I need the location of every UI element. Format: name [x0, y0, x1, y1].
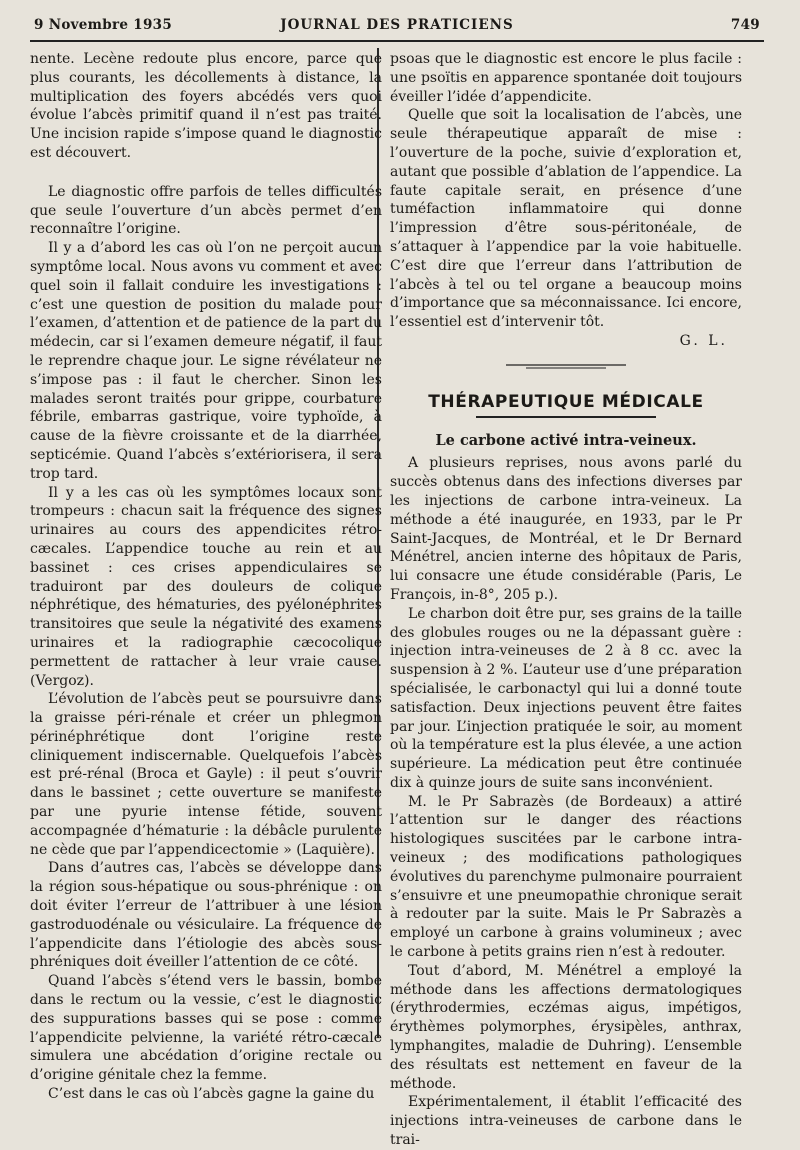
paragraph: M. le Pr Sabrazès (de Bordeaux) a attiré l’attention sur le danger des réactions histologiques suscitées par le carbone intra-veineux ; des modifications pathologiques évolutives du parenchyme pulmonaire pourraient s’ensuivre et une pneumopathie chronique serait à redouter par la suite. Mais le Pr Sabrazès a employé un carbone à grains volumineux ; avec le carbone à petits grains rien n’est à redouter.: [390, 793, 742, 961]
author-initials: G. L.: [679, 332, 728, 349]
paragraph: nente. Lecène redoute plus encore, parce que plus courants, les décollements à distance, la multiplication des foyers abcédés vers quoi évolue l’abcès primitif quand il n’est pas traité. Une incision rapide s’impose quand le diagnostic est découvert.: [30, 51, 382, 161]
right-column: [390, 50, 742, 1150]
paragraph: Il y a d’abord les cas où l’on ne perçoit aucun symptôme local. Nous avons vu comment et avec quel soin il fallait conduire les investigations : c’est une question de position du malade pour l’examen, d’attention et de patience de la part du médecin, car si l’examen demeure négatif, il faut le reprendre chaque jour. Le signe révélateur ne s’impose pas : il faut le chercher. Sinon les malades seront traités pour grippe, courbature fébrile, embarras gastrique, voire typhoïde, à cause de la fièvre croissante et de la diarrhée, septicémie. Quand l’abcès s’extériorisera, il sera trop tard.: [30, 240, 382, 482]
header-rule: [30, 40, 764, 42]
paragraph: Le charbon doit être pur, ses grains de la taille des globules rouges ou ne la dépassant guère : injection intra-veineuses de 2 à 8 cc. avec la suspension à 2 %. L’auteur use d’une préparation spécialisée, le carbonactyl qui lui a donné toute satisfaction. Deux injections peuvent être faites par jour. L’injection pratiquée le soir, au moment où la température est la plus élevée, a une action supérieure. La médication peut être continuée dix à quinze jours de suite sans inconvénient.: [390, 605, 742, 791]
paragraph: Quelle que soit la localisation de l’abcès, une seule thérapeutique apparaît de mise : l’ouverture de la poche, suivie d’exploration et, autant que possible d’ablation de l’appendice. La faute capitale serait, en présence d’une tuméfaction inflammatoire qui donne l’impression d’être sous-péritonéale, de s’attaquer à l’appendice par la voie habituelle. C’est dire que l’erreur dans l’attribution de l’abcès à tel ou tel organe a beaucoup moins d’importance que sa méconnaissance. Ici encore, l’essentiel est d’intervenir tôt.: [390, 107, 742, 331]
paragraph: Quand l’abcès s’étend vers le bassin, bombe dans le rectum ou la vessie, c’est le diagnostic des suppurations basses qui se pose : comme l’appendicite pelvienne, la variété rétro-cæcale simulera une abcédation d’origine rectale ou d’origine génitale chez la femme.: [30, 973, 382, 1084]
left-column: [30, 50, 382, 1104]
paragraph: C’est dans le cas où l’abcès gagne la gaine du: [48, 1086, 375, 1103]
paragraph: L’évolution de l’abcès peut se poursuivre dans la graisse péri-rénale et créer un phlegmon périnéphrétique dont l’origine reste cliniquement indiscernable. Quelquefois l’abcès est pré-rénal (Broca et Gayle) : il peut s’ouvrir dans le bassinet ; cette ouverture se manifeste par une pyurie intense fétide, souvent accompagnée d’hématurie : la débâcle purulente ne cède que par l’appendicectomie » (Laquière).: [30, 691, 382, 858]
paragraph: Dans d’autres cas, l’abcès se développe dans la région sous-hépatique ou sous-phrénique : on doit éviter l’erreur de l’attribuer à une lésion gastroduodénale ou vésiculaire. La fréquence de l’appendicite dans l’étiologie des abcès sous-phréniques doit éveiller l’attention de ce côté.: [30, 860, 382, 971]
issue-date: 9 Novembre 1935: [34, 17, 173, 33]
paragraph: Il y a les cas où les symptômes locaux sont trompeurs : chacun sait la fréquence des signes urinaires au cours des appendicites rétro-cæcales. L’appendice touche au rein et au bassinet : ces crises appendiculaires se traduiront par des douleurs de colique néphrétique, des hématuries, des pyélonéphrites transitoires que seule la négativité des examens urinaires et la radiographie cæcocolique permettent de rattacher à leur vraie cause. (Vergoz).: [30, 484, 382, 689]
journal-title: JOURNAL DES PRATICIENS: [280, 17, 514, 33]
paragraph: psoas que le diagnostic est encore le plus facile : une psoïtis en apparence spontanée doit toujours éveiller l’idée d’appendicite.: [390, 51, 742, 105]
signature-line: [390, 332, 742, 351]
paragraph: Expérimentalement, il établit l’efficacité des injections intra-veineuses de carbone dans le trai-: [390, 1094, 742, 1149]
running-header: [34, 14, 760, 36]
paragraph: Tout d’abord, M. Ménétrel a employé la méthode dans les affections dermatologiques (érythrodermies, eczémas aigus, impétigos, érythèmes polymorphes, érysipèles, anthrax, lymphangites, maladie de Duhring). L’ensemble des résultats est nettement en faveur de la méthode.: [390, 962, 742, 1092]
article-subtitle: Le carbone activé intra-veineux.: [435, 431, 697, 449]
page-number: 749: [730, 17, 760, 33]
section-title: THÉRAPEUTIQUE MÉDICALE: [428, 391, 704, 412]
section-divider-ornament: [506, 363, 626, 371]
paragraph: Le diagnostic offre parfois de telles difficultés que seule l’ouverture d’un abcès permet d’en reconnaître l’origine.: [30, 183, 382, 238]
paragraph: A plusieurs reprises, nous avons parlé du succès obtenus dans des infections diverses par les injections de carbone intra-veineux. La méthode a été inaugurée, en 1933, par le Pr Saint-Jacques, de Montréal, et le Dr Bernard Ménétrel, ancien interne des hôpitaux de Paris, lui consacre une étude considérable (Paris, Le François, in-8°, 205 p.).: [390, 455, 742, 603]
section-title-rule: [476, 416, 656, 418]
